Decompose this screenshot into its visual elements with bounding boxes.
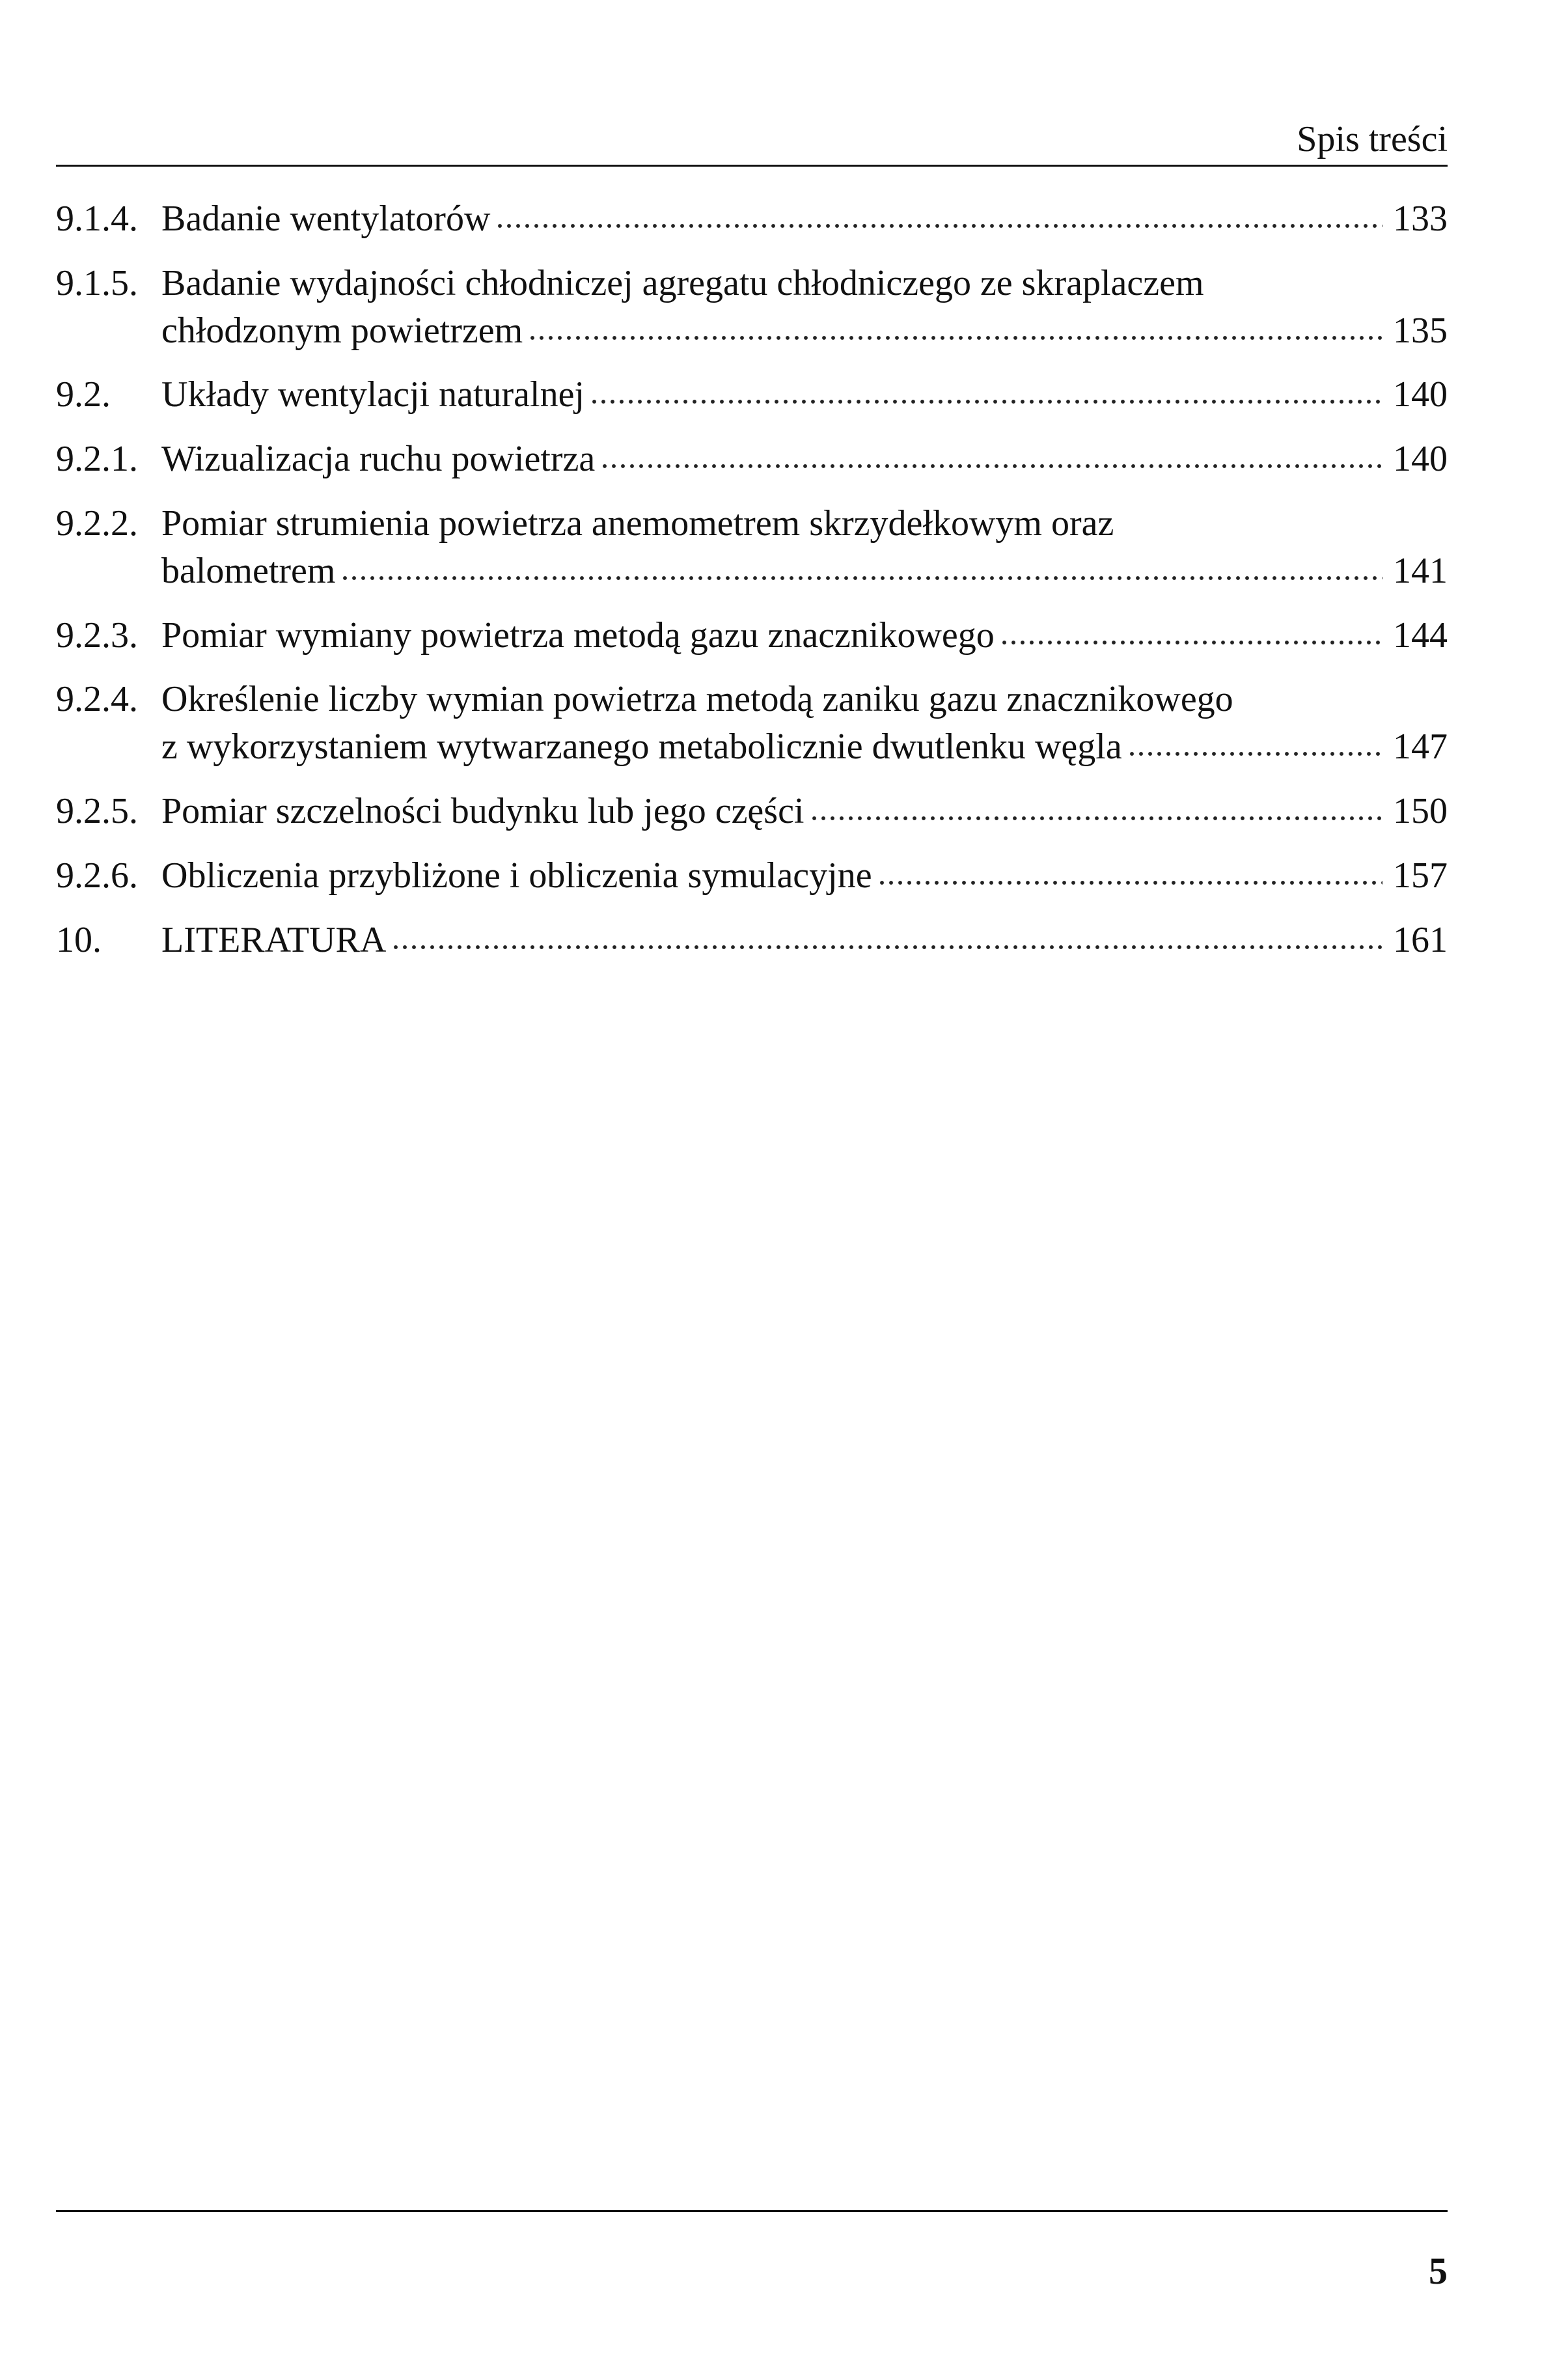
toc-entry-title-line: Badanie wydajności chłodniczej agregatu chłodniczego ze skraplaczem — [161, 262, 1204, 303]
toc-entry-page: 147 — [1393, 726, 1448, 768]
toc-entry-body — [161, 195, 1448, 243]
toc-entry-title-continued: z wykorzystaniem wytwarzanego metabolicznie dwutlenku węgla — [161, 726, 1122, 768]
toc-entry-title: Pomiar szczelności budynku lub jego części — [161, 790, 805, 831]
dot-leader — [495, 217, 1382, 230]
toc-entry-number: 9.2.6. — [56, 855, 138, 896]
toc-entry[interactable] — [56, 852, 1448, 900]
dot-leader — [528, 329, 1382, 342]
toc-entry-body — [161, 436, 1448, 483]
dot-leader — [590, 394, 1382, 407]
footer-rule — [56, 2210, 1448, 2212]
toc-entry[interactable] — [56, 612, 1448, 659]
toc-entry-number: 9.2.5. — [56, 790, 138, 831]
toc-entry-title: Badanie wentylatorów — [161, 199, 491, 239]
toc-entry-number: 9.2.3. — [56, 615, 138, 656]
toc-entry-page: 150 — [1393, 790, 1448, 831]
toc-entry[interactable] — [56, 917, 1448, 964]
dot-leader — [340, 570, 1382, 583]
dot-leader — [810, 810, 1383, 823]
toc-entry-page: 133 — [1393, 199, 1448, 239]
toc-entry-page: 141 — [1393, 550, 1448, 591]
toc-entry-title-continued: chłodzonym powietrzem — [161, 310, 523, 351]
dot-leader — [877, 874, 1382, 887]
toc-entry-number: 9.1.5. — [56, 262, 138, 303]
dot-leader — [391, 939, 1382, 952]
toc-entry-body — [161, 260, 1448, 355]
page-number: 5 — [1429, 2250, 1448, 2292]
dot-leader — [600, 458, 1382, 471]
toc-entry-title: LITERATURA — [161, 919, 387, 960]
toc-entry-number: 9.2.4. — [56, 679, 138, 720]
toc-entry-page: 140 — [1393, 439, 1448, 480]
toc-entry-body — [161, 500, 1448, 595]
toc-entry[interactable] — [56, 788, 1448, 835]
toc-entry-number: 9.2. — [56, 374, 111, 415]
header-rule — [56, 165, 1448, 167]
toc-entry[interactable] — [56, 195, 1448, 243]
running-header: Spis treści — [1297, 119, 1448, 159]
toc-entry[interactable] — [56, 260, 1448, 355]
toc-entry-number: 10. — [56, 919, 102, 960]
toc-entry-page: 135 — [1393, 310, 1448, 351]
toc-entry[interactable] — [56, 371, 1448, 419]
toc-entry-title-line: Określenie liczby wymian powietrza metodą zaniku gazu znacznikowego — [161, 679, 1233, 720]
dot-leader — [1127, 746, 1382, 759]
toc-entry-page: 161 — [1393, 919, 1448, 960]
toc-entry-body — [161, 917, 1448, 964]
toc-entry-body — [161, 676, 1448, 771]
toc-entry-body — [161, 371, 1448, 419]
toc-entry-number: 9.1.4. — [56, 199, 138, 239]
toc-entry[interactable] — [56, 500, 1448, 595]
toc-entry-number: 9.2.1. — [56, 439, 138, 480]
toc-entry-title: Wizualizacja ruchu powietrza — [161, 439, 596, 480]
toc-entry-title: Układy wentylacji naturalnej — [161, 374, 585, 415]
toc-entry-page: 144 — [1393, 615, 1448, 656]
toc-entry-page: 140 — [1393, 374, 1448, 415]
toc-entry-body — [161, 852, 1448, 900]
toc-entry[interactable] — [56, 436, 1448, 483]
toc-entry-title: Pomiar wymiany powietrza metodą gazu znacznikowego — [161, 615, 995, 656]
toc-entry-body — [161, 612, 1448, 659]
toc-entry-title-continued: balometrem — [161, 550, 336, 591]
toc-entry-title: Obliczenia przybliżone i obliczenia symulacyjne — [161, 855, 872, 896]
toc-entry[interactable] — [56, 676, 1448, 771]
toc-entry-number: 9.2.2. — [56, 503, 138, 544]
dot-leader — [1000, 634, 1382, 647]
toc-entry-page: 157 — [1393, 855, 1448, 896]
toc-entry-body — [161, 788, 1448, 835]
toc-entry-title-line: Pomiar strumienia powietrza anemometrem skrzydełkowym oraz — [161, 503, 1114, 544]
table-of-contents — [56, 195, 1448, 963]
